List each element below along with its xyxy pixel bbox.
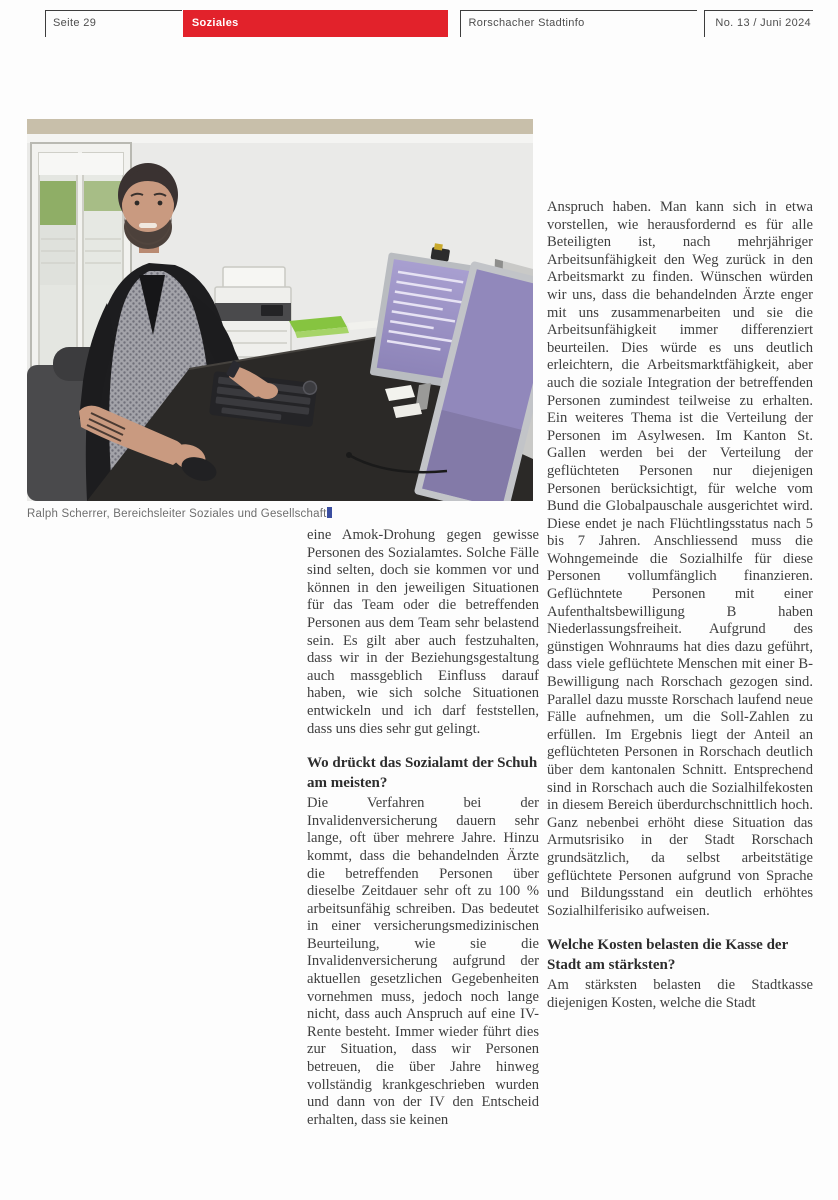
article-column-left (307, 527, 539, 1129)
caption-text-cursor (327, 507, 332, 518)
person-smile (139, 223, 157, 228)
article-photo (27, 119, 533, 501)
photo-illustration (27, 119, 533, 501)
publication-title (460, 10, 697, 37)
printer-display (261, 305, 283, 316)
publication-title-text: Rorschacher Stadtinfo (468, 17, 585, 29)
photo-ceiling-strip (27, 119, 533, 134)
issue-label (704, 10, 813, 37)
volume-knob (303, 381, 317, 395)
article-paragraph: eine Amok-Drohung gegen gewisse Personen des Sozialamtes. Solche Fälle sind selten, doch sie kommen vor und können in den jeweiligen Situationen für das Team oder die betreffenden Personen aus dem Team sehr belastend sein. Es gilt aber auch festzuhalten, dass wir in der Beziehungsgestaltung auch massgeblich Einfluss darauf haben, wie sich solche Situationen entwickeln und ich darf feststellen, dass uns dies sehr gut gelingt. (307, 527, 539, 737)
issue-label-text: No. 13 / Juni 2024 (715, 17, 812, 29)
section-badge (183, 10, 449, 37)
question-heading: Wo drückt das Sozialamt der Schuh am meisten? (307, 755, 538, 791)
article-paragraph: Anspruch haben. Man kann sich in etwa vorstellen, wie herausfordernd es für alle Beteiligten ist, nach mehrjähriger Arbeitsunfähigkeit den Weg zurück in den Arbeitsmarkt zu finden. Wünschen würden wir uns, dass die behandelnden Ärzte enger mit uns zusammenarbeiten und sie die Arbeitsunfähigkeit immer differenziert beurteilen. Dies würde es uns deutlich erleichtern, die Arbeitsmarktfähigkeit, aber auch die soziale Integration der betreffenden Personen zumindest teilweise zu erhalten. Ein weiteres Thema ist die Verteilung der Personen im Asylwesen. Im Kanton St. Gallen werden bei der Verteilung der geflüchteten Personen nur diejenigen Personen berücksichtigt, für welche vom Bund die Globalpauschale ausgerichtet wird. Diese endet je nach Flüchtlingsstatus nach 5 bis 7 Jahren. Anschliessend muss die Wohngemeinde die Sozialhilfe für diese Personen vollumfänglich finanzieren. Geflüchntete Personen mit einer Aufenthaltsbewilligung B haben Niederlassungsfreiheit. Aufgrund des günstigen Wohnraums hat dies dazu geführt, dass viele geflüchtete Menschen mit einer B-Bewilligung nach Rorschach gezogen sind. Parallel dazu musste Rorschach laufend neue Fälle aufnehmen, um die Soll-Zahlen zu erfüllen. Im Ergebnis liegt der Anteil an geflüchteten Personen in Rorschach deutlich über dem kantonalen Schnitt. Entsprechend sind in Rorschach auch die Sozialhilfekosten in diesem Bereich überdurchschnittlich hoch. Ganz nebenbei erhöht diese Situation das Armutsrisiko in der Stadt Rorschach grundsätzlich, da selbst arbeitstätige geflüchtete Personen aufgrund von Sprache und Bildungsstand ein deutlich erhöhtes Sozialhilferisiko aufweisen. (547, 199, 813, 919)
article-paragraph: Am stärksten belasten die Stadtkasse diejenigen Kosten, welche die Stadt (547, 977, 813, 1011)
photo-caption-text: Ralph Scherrer, Bereichsleiter Soziales und Gesellschaft (27, 508, 327, 520)
article-column-right (547, 199, 813, 1013)
page-number-text: Seite 29 (53, 17, 97, 29)
section-badge-text: Soziales (191, 17, 239, 29)
page-number-label (45, 10, 182, 37)
photo-caption (27, 507, 332, 520)
article-paragraph: Die Verfahren bei der Invalidenversicherung dauern sehr lange, oft über mehrere Jahre. Hinzu kommt, dass die behandelnden Ärzte die betreffenden Personen über dieselbe Zeitdauer sehr oft zu 100 % arbeitsunfähig schreiben. Das bedeutet in einer versicherungsmedizinischen Beurteilung, wie sie die Invalidenversicherung aufgrund der aktuellen gesetzlichen Gegebenheiten vornehmen muss, jedoch noch lange nicht, dass auch Anspruch auf eine IV-Rente besteht. Immer wieder führt dies zur Situation, dass wir Personen betreuen, die über Jahre hinweg vollständig krankgeschrieben wurden und dann von der IV den Entscheid erhalten, dass sie keinen (307, 795, 539, 1128)
masthead (45, 10, 813, 37)
photo-ceiling-trim (27, 134, 533, 143)
window-roller-shade (39, 153, 123, 175)
window-foliage (40, 181, 76, 225)
question-heading: Welche Kosten belasten die Kasse der Stadt am stärksten? (547, 937, 788, 973)
person-left-hand (256, 383, 278, 399)
